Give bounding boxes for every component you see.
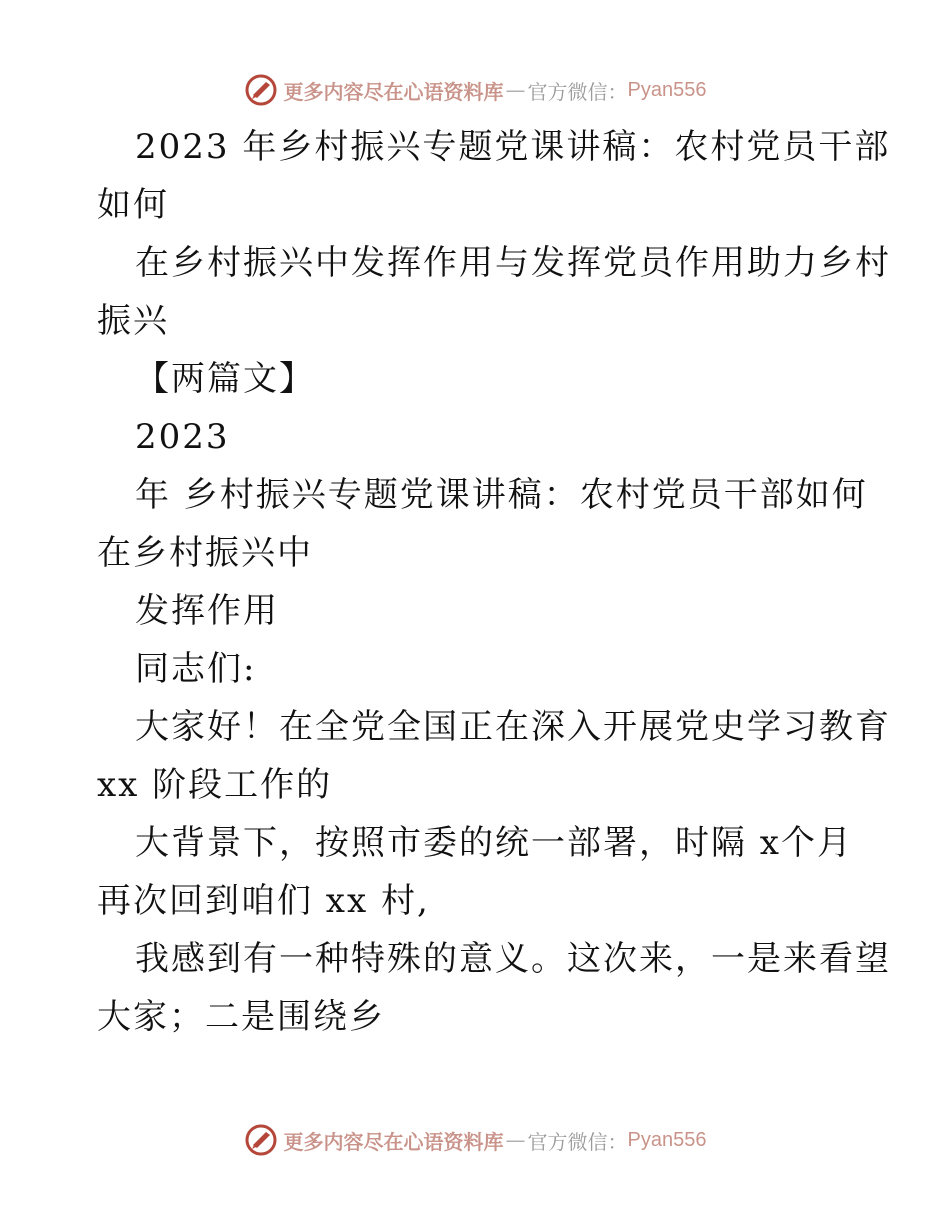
watermark-separator: — [505,1128,526,1152]
text-line: xx 阶段工作的 [97,765,333,805]
watermark-separator: — [505,78,526,102]
watermark-id: Pyan556 [627,1128,707,1151]
text-line: 年 乡村振兴专题党课讲稿：农村党员干部如何 [135,475,868,515]
text-line: 大背景下，按照市委的统一部署，时隔 x个月 [135,823,853,863]
text-line: 如何 [97,185,169,225]
text-line: 2023 [135,417,230,457]
text-line: 在乡村振兴中 [97,533,313,573]
header-watermark [0,70,950,110]
footer-watermark [0,1120,950,1160]
text-line: 我感到有一种特殊的意义。这次来，一是来看望 [135,939,891,979]
text-line: 2023 年乡村振兴专题党课讲稿：农村党员干部 [135,127,891,167]
watermark-label: 官方微信： [527,1129,628,1154]
text-line: 再次回到咱们 xx 村, [97,881,430,921]
text-line: 同志们: [135,649,257,689]
watermark-brand: 更多内容尽在心语资料库 [283,1129,504,1154]
text-line: 发挥作用 [135,591,279,631]
brand-logo-icon [244,1123,278,1157]
watermark-brand: 更多内容尽在心语资料库 [283,79,504,104]
text-line: 在乡村振兴中发挥作用与发挥党员作用助力乡村 [135,243,891,283]
text-line: 大家；二是围绕乡 [97,997,385,1037]
watermark-label: 官方微信： [527,79,628,104]
text-line: 振兴 [97,301,169,341]
brand-logo-icon [244,73,278,107]
document-body [97,118,891,1046]
watermark-id: Pyan556 [627,78,707,101]
text-line: 【两篇文】 [135,359,315,399]
text-line: 大家好！在全党全国正在深入开展党史学习教育 [135,707,891,747]
